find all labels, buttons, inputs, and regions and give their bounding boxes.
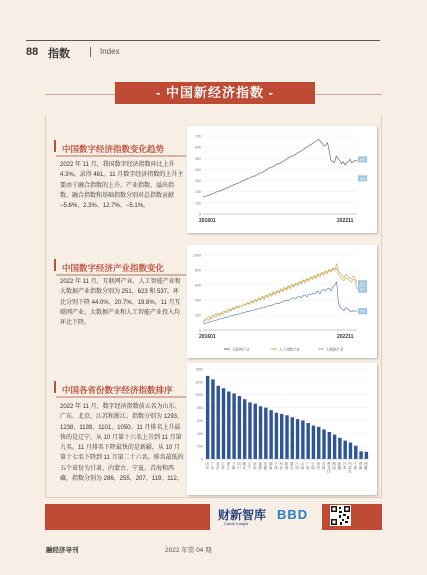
y-tick-label: 800	[197, 406, 203, 411]
bar	[322, 429, 325, 459]
y-tick-label: 800	[195, 268, 201, 273]
section-title-trend: 中国数字经济指数变化趋势	[62, 144, 165, 154]
section-text-province: 2022 年 11 月，数字经济指数前五名为山东、广东、北京、江苏和浙江。指数分别为 1293、1238、1139、1101、1050。11 月排名上升最快的是辽宁，从 10 月第十六名上升到 11 月第九名。11 月排名下降最快的是新疆，从 10 月第十七名下降到 11 月第二十六名。排名最低的五个省份为甘肃、内蒙古、宁夏、青海和西藏，指数分别为 286、255、207、119、112。	[60, 404, 184, 483]
y-tick-label: 1000	[195, 393, 203, 398]
section-underline	[56, 155, 186, 157]
section-underline	[56, 396, 186, 398]
x-tick-label: 内蒙古	[348, 462, 353, 473]
bar	[206, 376, 209, 459]
y-tick-label: 200	[197, 444, 203, 449]
x-tick-label: 山东	[205, 462, 210, 470]
bar	[254, 404, 257, 459]
y-tick-label: 1400	[195, 367, 203, 372]
y-tick-label: 300	[195, 179, 201, 184]
bar	[349, 443, 352, 459]
x-end-label: 202211	[337, 218, 354, 224]
series-line-1	[203, 139, 357, 197]
bar	[359, 451, 362, 459]
page-title: - 中国新经济指数 -	[115, 82, 315, 104]
bar	[222, 388, 225, 459]
bar	[259, 406, 262, 459]
digital-economy-index-svg	[187, 126, 377, 233]
bar	[343, 441, 346, 459]
x-tick-label: 黑龙江	[327, 462, 332, 473]
value-box-label: 490	[359, 157, 366, 162]
bar	[291, 417, 294, 459]
series-line-2	[203, 264, 357, 321]
province-ranking-svg	[187, 363, 377, 495]
y-tick-label: 600	[195, 283, 201, 288]
x-tick-label: 吉林	[322, 462, 327, 470]
x-tick-label: 宁夏	[353, 462, 358, 470]
y-tick-label: 500	[195, 156, 201, 161]
y-tick-label: 100	[195, 201, 201, 206]
issue-label: 2022 年第 04 期	[165, 547, 212, 554]
qr-code	[330, 505, 351, 526]
y-tick-label: 600	[195, 145, 201, 150]
section-text-trend: 2022 年 11 月，我国数字经济指数环比上升 4.3%。录得 481。11 月数字经济指数的上升主要由于融合指数的上升，产业指数、溢出指数、融合指数和基础指数分别对总指数贡献 −5.6%、2.3%、12.7%、−5.1%。	[60, 162, 184, 210]
caixin-logo-sub: Caixin Insight	[224, 521, 249, 526]
y-tick-label: 1200	[195, 380, 203, 385]
header-rule	[26, 40, 380, 41]
x-tick-label: 海南	[332, 462, 337, 470]
legend-label: 人工智能产业	[279, 347, 300, 352]
y-tick-label: 200	[195, 190, 201, 195]
qr-code-icon	[330, 505, 351, 526]
y-tick-label: 400	[197, 431, 203, 436]
legend-label: 大数据产业	[326, 347, 344, 352]
y-tick-label: 0	[201, 457, 203, 462]
x-tick-label: 安徽	[263, 462, 268, 470]
x-tick-label: 湖北	[242, 462, 247, 470]
section-label-en: Index	[100, 47, 120, 56]
x-tick-label: 西藏	[364, 462, 369, 470]
x-tick-label: 江苏	[221, 462, 226, 470]
bar	[354, 446, 357, 459]
x-tick-label: 浙江	[226, 462, 231, 470]
digital-economy-index-chart	[187, 126, 377, 233]
caixin-logo: 财新智库	[218, 508, 267, 522]
x-tick-label: 河北	[279, 462, 284, 470]
section-marker	[54, 140, 56, 152]
bar	[243, 399, 246, 459]
bar	[248, 402, 251, 459]
y-tick-label: 700	[195, 134, 201, 139]
bar	[264, 408, 267, 459]
x-tick-label: 云南	[311, 462, 316, 470]
section-marker	[54, 259, 56, 271]
value-box-label: 537	[359, 288, 366, 293]
x-end-label: 202211	[337, 334, 354, 340]
x-tick-label: 上海	[232, 462, 237, 470]
section-title-province: 中国各省份数字经济指数排序	[62, 385, 173, 395]
x-tick-label: 四川	[237, 462, 242, 470]
section-marker	[54, 381, 56, 393]
x-tick-label: 江西	[295, 462, 300, 470]
bar	[312, 426, 315, 459]
industry-index-svg	[187, 245, 377, 358]
legend-label: 互联网产业	[232, 347, 250, 352]
x-tick-label: 湖南	[269, 462, 274, 470]
industry-index-chart	[187, 245, 377, 358]
x-tick-label: 北京	[216, 462, 221, 470]
x-tick-label: 青海	[359, 462, 364, 470]
bar	[301, 420, 304, 459]
bar	[328, 432, 331, 459]
x-tick-label: 重庆	[290, 462, 295, 470]
y-tick-label: 0	[199, 328, 201, 333]
series-line-3	[203, 268, 357, 323]
x-tick-label: 新疆	[337, 462, 342, 470]
x-tick-label: 广东	[210, 462, 215, 470]
x-tick-label: 辽宁	[247, 462, 252, 470]
bar	[280, 414, 283, 459]
x-tick-label: 广西	[306, 462, 311, 470]
page-header	[26, 40, 380, 62]
x-tick-label: 山西	[300, 462, 305, 470]
bar	[285, 415, 288, 459]
value-box-label: 251	[359, 309, 366, 314]
value-box-label: 320	[359, 176, 366, 181]
province-ranking-chart	[187, 363, 377, 495]
x-tick-label: 福建	[258, 462, 263, 470]
x-tick-label: 天津	[274, 462, 279, 470]
section-label: 指数	[48, 48, 70, 60]
value-box-label: 623	[359, 281, 366, 286]
y-tick-label: 200	[195, 313, 201, 318]
bar	[238, 396, 241, 459]
y-tick-label: 600	[197, 418, 203, 423]
series-line-1	[203, 282, 357, 324]
y-tick-label: 400	[195, 167, 201, 172]
x-tick-label: 陕西	[285, 462, 289, 470]
bar	[232, 393, 235, 459]
bar	[227, 392, 230, 460]
bar	[306, 423, 309, 459]
y-tick-label: 0	[199, 212, 201, 217]
page-number: 88	[26, 46, 39, 58]
section-title-industry: 中国数字经济产业指数变化	[62, 263, 165, 273]
bar	[365, 452, 368, 459]
bar	[211, 379, 214, 459]
x-tick-label: 河南	[253, 462, 258, 470]
bar	[317, 427, 320, 459]
section-text-industry: 2022 年 11 月，互联网产业、人工智能产业和大数据产业指数分别为 251、623 和 537。环比分别下降 44.0%、20.7%、19.8%。11 月互联网产业、大数据产业和人工智能产业投入均环比下降。	[60, 279, 181, 327]
x-tick-label: 贵州	[316, 462, 321, 470]
section-underline	[56, 274, 186, 276]
bbd-logo: BBD	[277, 507, 309, 522]
bar	[269, 410, 272, 459]
x-start-label: 201601	[199, 334, 216, 340]
publication-name: 融经济导刊	[46, 547, 79, 554]
y-tick-label: 1000	[193, 253, 201, 258]
x-tick-label: 甘肃	[343, 462, 348, 470]
header-divider	[90, 47, 91, 57]
bar	[296, 419, 299, 459]
x-start-label: 201601	[199, 218, 216, 224]
y-tick-label: 400	[195, 298, 201, 303]
bar	[333, 435, 336, 459]
bar	[338, 438, 341, 459]
bar	[275, 413, 278, 459]
bar	[217, 386, 220, 459]
